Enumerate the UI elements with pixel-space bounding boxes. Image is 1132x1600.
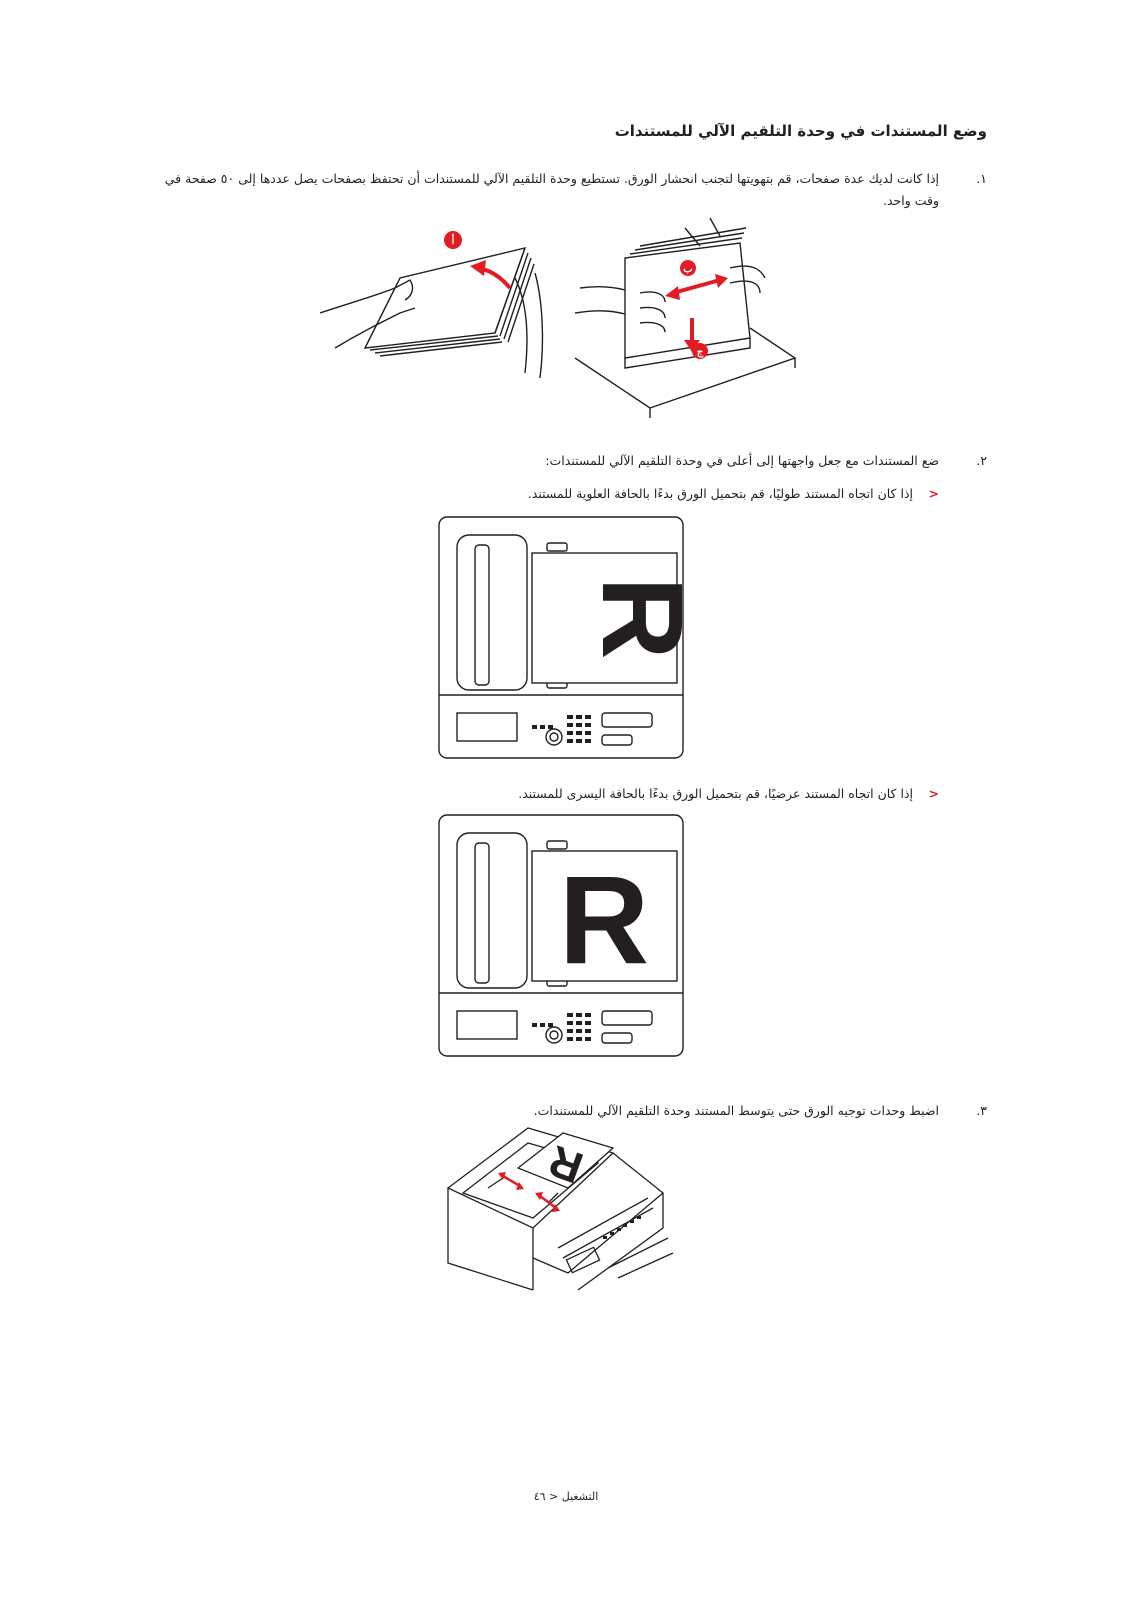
paper-guide-illustration bbox=[448, 1128, 678, 1290]
step-number: ٣. bbox=[976, 1103, 987, 1118]
step-text: اضبط وحدات توجيه الورق حتى يتوسط المستند وحدة التلقيم الآلي للمستندات. bbox=[533, 1103, 939, 1118]
label-b: ب bbox=[683, 264, 693, 275]
adf-landscape-illustration bbox=[437, 813, 685, 1058]
step-text: إذا كانت لديك عدة صفحات، قم بتهويتها لتجنب انحشار الورق. تستطيع وحدة التلقيم الآلي للمستندات أن تحتفظ بصفحات يصل عددها إلى ٥٠ صفحة في وقت واحد. bbox=[164, 171, 939, 208]
step-3 bbox=[145, 1100, 987, 1124]
step-text: ضع المستندات مع جعل واجهتها إلى أعلى في وحدة التلقيم الآلي للمستندات: bbox=[545, 453, 939, 468]
bullet-marker: < bbox=[928, 486, 939, 501]
label-c: ج bbox=[696, 347, 704, 358]
step-number: ١. bbox=[976, 171, 987, 186]
section-heading: وضع المستندات في وحدة التلقيم الآلي للمستندات bbox=[614, 122, 987, 140]
label-a: أ bbox=[451, 236, 455, 247]
step-2 bbox=[145, 450, 987, 474]
fan-paper-illustration bbox=[320, 218, 820, 418]
step-1 bbox=[145, 168, 987, 218]
document-letter: R bbox=[558, 851, 650, 991]
page-footer: التشغيل < ٤٦ bbox=[533, 1490, 599, 1503]
bullet-landscape bbox=[145, 783, 987, 807]
bullet-text: إذا كان اتجاه المستند عرضيًا، قم بتحميل الورق بدءًا بالحافة اليسرى للمستند. bbox=[518, 786, 913, 801]
document-letter: R bbox=[542, 1135, 590, 1193]
step-number: ٢. bbox=[976, 453, 987, 468]
adf-portrait-illustration bbox=[437, 515, 706, 760]
bullet-portrait bbox=[145, 483, 987, 507]
document-letter: R bbox=[578, 576, 706, 660]
bullet-marker: < bbox=[928, 786, 939, 801]
bullet-text: إذا كان اتجاه المستند طوليًا، قم بتحميل الورق بدءًا بالحافة العلوية للمستند. bbox=[527, 486, 913, 501]
